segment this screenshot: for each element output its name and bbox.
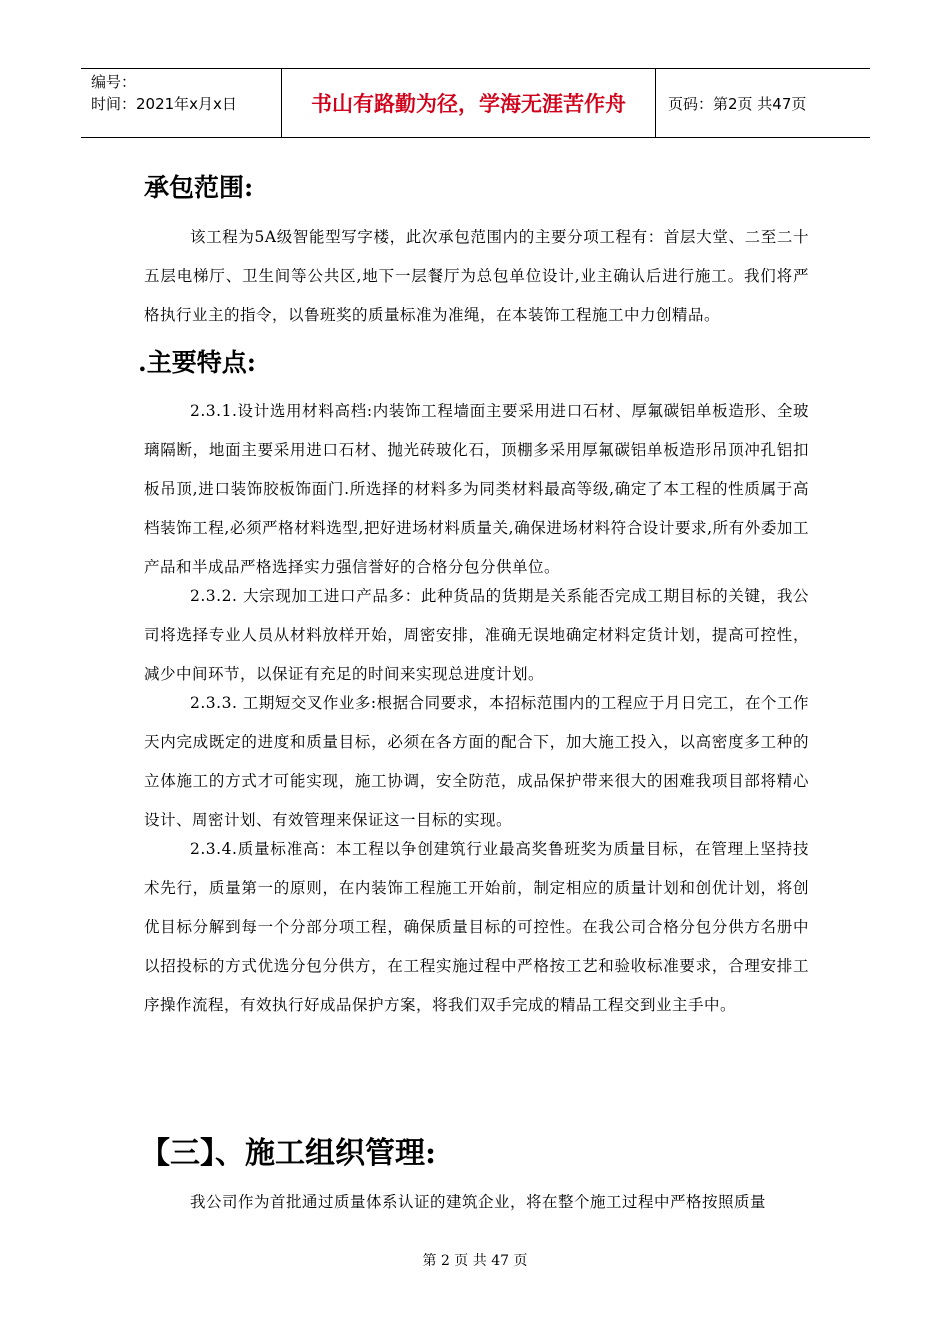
- feature-paragraph-4: 2.3.4.质量标准高：本工程以争创建筑行业最高奖鲁班奖为质量目标，在管理上坚持技术先行，质量第一的原则，在内装饰工程施工开始前，制定相应的质量计划和创优计划，将创优目标分解到每一个分部分项工程，确保质量目标的可控性。在我公司合格分包分供方名册中以招投标的方式优选分包分供方，在工程实施过程中严格按工艺和验收标准要求，合理安排工序操作流程，有效执行好成品保护方案，将我们双手完成的精品工程交到业主手中。: [144, 840, 809, 1014]
- number-label: 编号：: [91, 73, 137, 91]
- feature-paragraph-1: 2.3.1.设计选用材料高档:内装饰工程墙面主要采用进口石材、厚氟碳铝单板造形、全玻璃隔断，地面主要采用进口石材、抛光砖玻化石，顶棚多采用厚氟碳铝单板造形吊顶冲孔铝扣板吊顶,进口装饰胶板饰面门.所选择的材料多为同类材料最高等级,确定了本工程的性质属于高档装饰工程,必须严格材料选型,把好进场材料质量关,确保进场材料符合设计要求,所有外委加工产品和半成品严格选择实力强信誉好的合格分包分供单位。: [144, 402, 809, 576]
- org-paragraph: 我公司作为首批通过质量体系认证的建筑企业，将在整个施工过程中严格按照质量: [190, 1193, 767, 1211]
- header-meta: [81, 69, 281, 137]
- features-heading: .主要特点:: [138, 348, 256, 377]
- feature-paragraph-3: 2.3.3. 工期短交叉作业多:根据合同要求，本招标范围内的工程应于月日完工，在个工作天内完成既定的进度和质量目标，必须在各方面的配合下，加大施工投入，以高密度多工种的立体施工的方式才可能实现，施工协调，安全防范，成品保护带来很大的困难我项目部将精心设计、周密计划、有效管理来保证这一目标的实现。: [144, 694, 809, 829]
- org-heading: 【三】、施工组织管理:: [140, 1136, 437, 1171]
- scope-heading: 承包范围:: [144, 173, 254, 202]
- page-header: [81, 68, 870, 138]
- feature-paragraph-2: 2.3.2. 大宗现加工进口产品多：此种货品的货期是关系能否完成工期目标的关键，我公司将选择专业人员从材料放样开始，周密安排，准确无误地确定材料定货计划，提高可控性，减少中间环节，以保证有充足的时间来实现总进度计划。: [144, 587, 809, 683]
- time-label: 时间：2021年x月x日: [91, 95, 237, 113]
- page-footer: 第 2 页 共 47 页: [422, 1253, 528, 1269]
- scope-paragraph: 该工程为5A级智能型写字楼，此次承包范围内的主要分项工程有：首层大堂、二至二十五层电梯厅、卫生间等公共区,地下一层餐厅为总包单位设计,业主确认后进行施工。我们将严格执行业主的指令，以鲁班奖的质量标准为准绳，在本装饰工程施工中力创精品。: [144, 228, 809, 324]
- header-motto: 书山有路勤为径，学海无涯苦作舟: [281, 69, 656, 137]
- header-page-info: 页码：第2页 共47页: [668, 94, 807, 113]
